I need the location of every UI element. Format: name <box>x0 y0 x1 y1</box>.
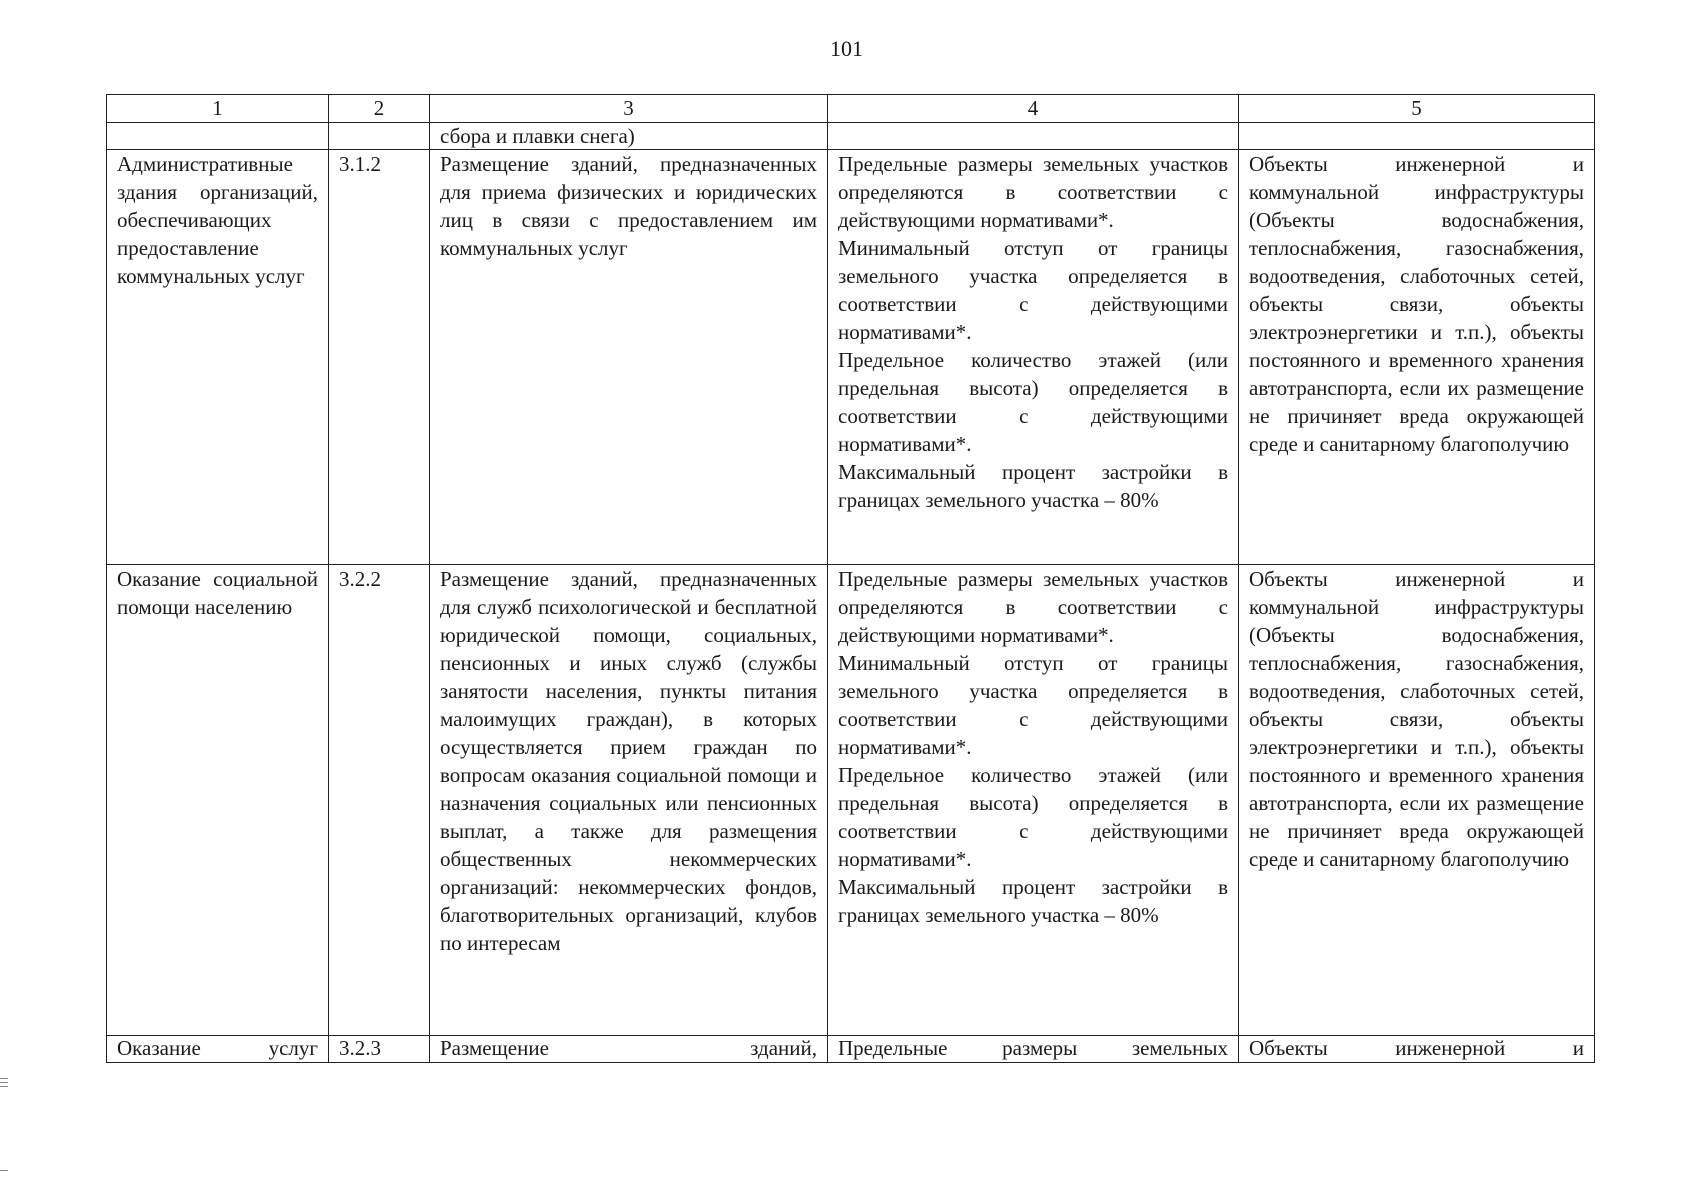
column-header-4: 4 <box>828 95 1239 123</box>
scan-edge-mark <box>0 1082 8 1083</box>
continuation-cell-5 <box>1239 123 1595 150</box>
use-type-parameters: Предельные размеры земельных <box>828 1036 1239 1063</box>
use-type-parameters: Предельные размеры земельных участков определяются в соответствии с действующими нормативами*. Минимальный отступ от границы земельного участка определяется в соответствии с действующими нормативами*. Предельное количество этажей (или предельная высота) определяется в соответствии с действующими нормативами*. Максимальный процент застройки в границах земельного участка – 80% <box>828 150 1239 565</box>
use-type-description: Размещение зданий, <box>430 1036 828 1063</box>
header-row <box>107 95 1595 123</box>
use-type-name: Административные здания организаций, обеспечивающих предоставление коммунальных услуг <box>107 150 329 565</box>
table-row <box>107 565 1595 1036</box>
use-type-auxiliary: Объекты инженерной и коммунальной инфраструктуры (Объекты водоснабжения, теплоснабжения, газоснабжения, водоотведения, слаботочных сетей, объекты связи, объекты электроэнергетики и т.п.), объекты постоянного и временного хранения автотранспорта, если их размещение не причиняет вреда окружающей среде и санитарному благополучию <box>1239 150 1595 565</box>
use-type-code: 3.1.2 <box>329 150 430 565</box>
column-header-3: 3 <box>430 95 828 123</box>
use-type-auxiliary: Объекты инженерной и <box>1239 1036 1595 1063</box>
scan-edge-mark <box>0 1086 8 1087</box>
use-type-name: Оказание услуг <box>107 1036 329 1063</box>
use-type-auxiliary: Объекты инженерной и коммунальной инфраструктуры (Объекты водоснабжения, теплоснабжения, газоснабжения, водоотведения, слаботочных сетей, объекты связи, объекты электроэнергетики и т.п.), объекты постоянного и временного хранения автотранспорта, если их размещение не причиняет вреда окружающей среде и санитарному благополучию <box>1239 565 1595 1036</box>
use-type-description: Размещение зданий, предназначенных для служб психологической и бесплатной юридической помощи, социальных, пенсионных и иных служб (службы занятости населения, пункты питания малоимущих граждан), в которых осуществляется прием граждан по вопросам оказания социальной помощи и назначения социальных или пенсионных выплат, а также для размещения общественных некоммерческих организаций: некоммерческих фондов, благотворительных организаций, клубов по интересам <box>430 565 828 1036</box>
land-use-table <box>106 94 1595 1063</box>
page-number: 101 <box>830 36 863 61</box>
column-header-1: 1 <box>107 95 329 123</box>
table-row <box>107 150 1595 565</box>
scan-edge-mark <box>0 1170 8 1171</box>
continuation-row <box>107 123 1595 150</box>
scan-edge-mark <box>0 1078 8 1079</box>
continuation-cell-2 <box>329 123 430 150</box>
use-type-code: 3.2.3 <box>329 1036 430 1063</box>
use-type-name: Оказание социальной помощи населению <box>107 565 329 1036</box>
continuation-cell-3: сбора и плавки снега) <box>430 123 828 150</box>
column-header-2: 2 <box>329 95 430 123</box>
continuation-cell-1 <box>107 123 329 150</box>
column-header-5: 5 <box>1239 95 1595 123</box>
use-type-description: Размещение зданий, предназначенных для приема физических и юридических лиц в связи с предоставлением им коммунальных услуг <box>430 150 828 565</box>
continuation-cell-4 <box>828 123 1239 150</box>
use-type-code: 3.2.2 <box>329 565 430 1036</box>
use-type-parameters: Предельные размеры земельных участков определяются в соответствии с действующими нормативами*. Минимальный отступ от границы земельного участка определяется в соответствии с действующими нормативами*. Предельное количество этажей (или предельная высота) определяется в соответствии с действующими нормативами*. Максимальный процент застройки в границах земельного участка – 80% <box>828 565 1239 1036</box>
table-row <box>107 1036 1595 1063</box>
